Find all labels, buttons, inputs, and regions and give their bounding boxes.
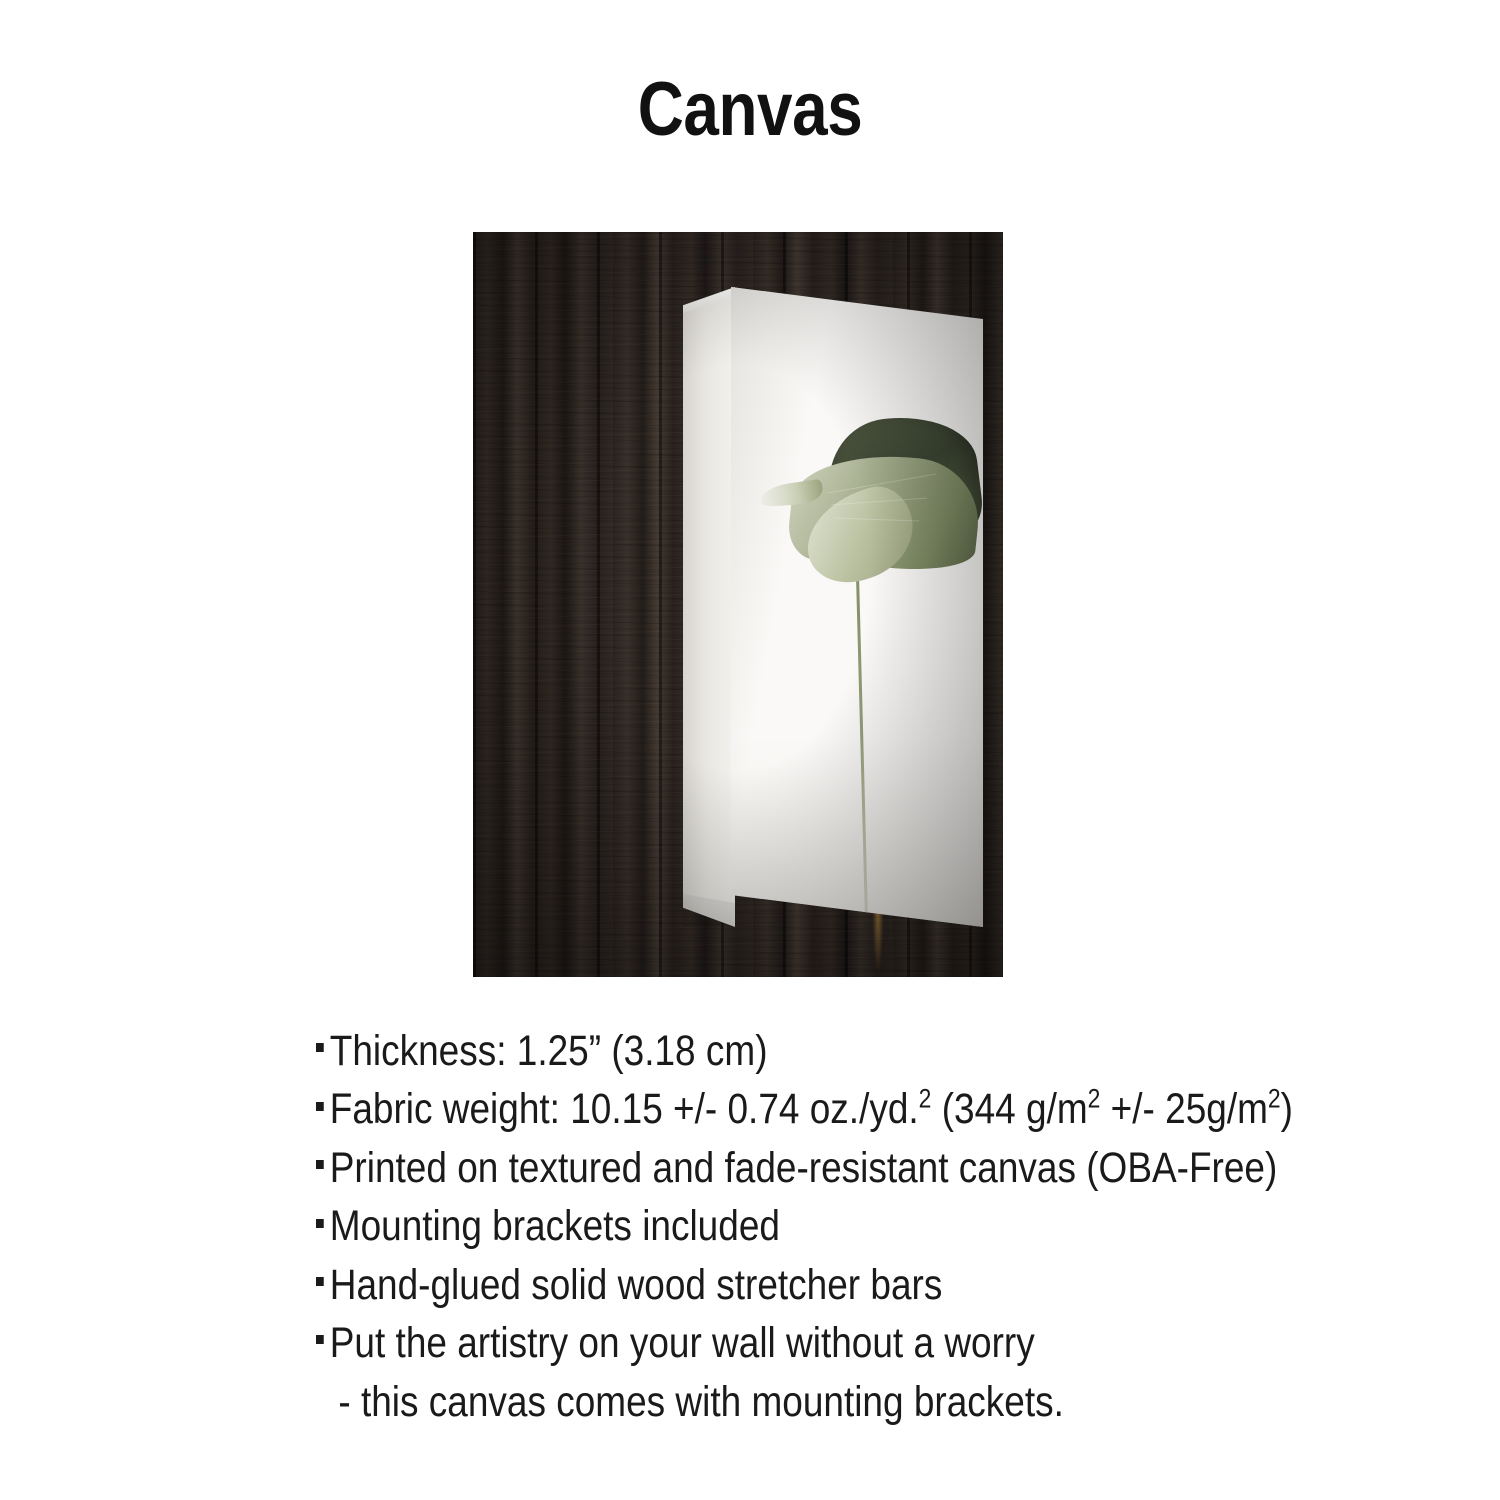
bullet-icon (316, 1335, 324, 1344)
spec-fabric-weight-sup2: 2 (1087, 1084, 1101, 1115)
spec-artistry-continuation: - this canvas comes with mounting brackets. (338, 1377, 1064, 1426)
list-item (316, 1022, 1279, 1080)
spec-fabric-weight-part3: +/- 25g/m (1100, 1085, 1268, 1134)
list-item (316, 1314, 1279, 1372)
spec-artistry: Put the artistry on your wall without a worry (329, 1319, 1035, 1368)
list-item (316, 1080, 1293, 1138)
page-title: Canvas (637, 67, 863, 152)
photo-vignette (473, 232, 1003, 977)
spec-fabric-weight: Fabric weight: 10.15 +/- 0.74 oz./yd. (329, 1085, 919, 1134)
list-item (316, 1197, 1279, 1255)
bullet-icon (316, 1160, 324, 1169)
spec-stretcher-bars: Hand-glued solid wood stretcher bars (329, 1260, 943, 1309)
bullet-icon (316, 1102, 324, 1111)
spec-fabric-weight-sup3: 2 (1267, 1084, 1281, 1115)
spec-fabric-weight-part4: ) (1280, 1085, 1293, 1134)
bullet-icon (316, 1219, 324, 1228)
specification-list (316, 1022, 1436, 1431)
bullet-icon (316, 1043, 324, 1052)
spec-thickness: Thickness: 1.25” (3.18 cm) (329, 1027, 768, 1075)
spec-fabric-weight-part2: (344 g/m (931, 1085, 1088, 1134)
spec-fabric-weight-sup1: 2 (918, 1084, 932, 1115)
product-image (473, 232, 1003, 977)
list-item (316, 1139, 1279, 1197)
list-item (316, 1256, 1279, 1314)
spec-mounting-brackets: Mounting brackets included (329, 1202, 780, 1251)
bullet-icon (316, 1277, 324, 1286)
spec-printing: Printed on textured and fade-resistant canvas (OBA-Free) (329, 1143, 1278, 1192)
